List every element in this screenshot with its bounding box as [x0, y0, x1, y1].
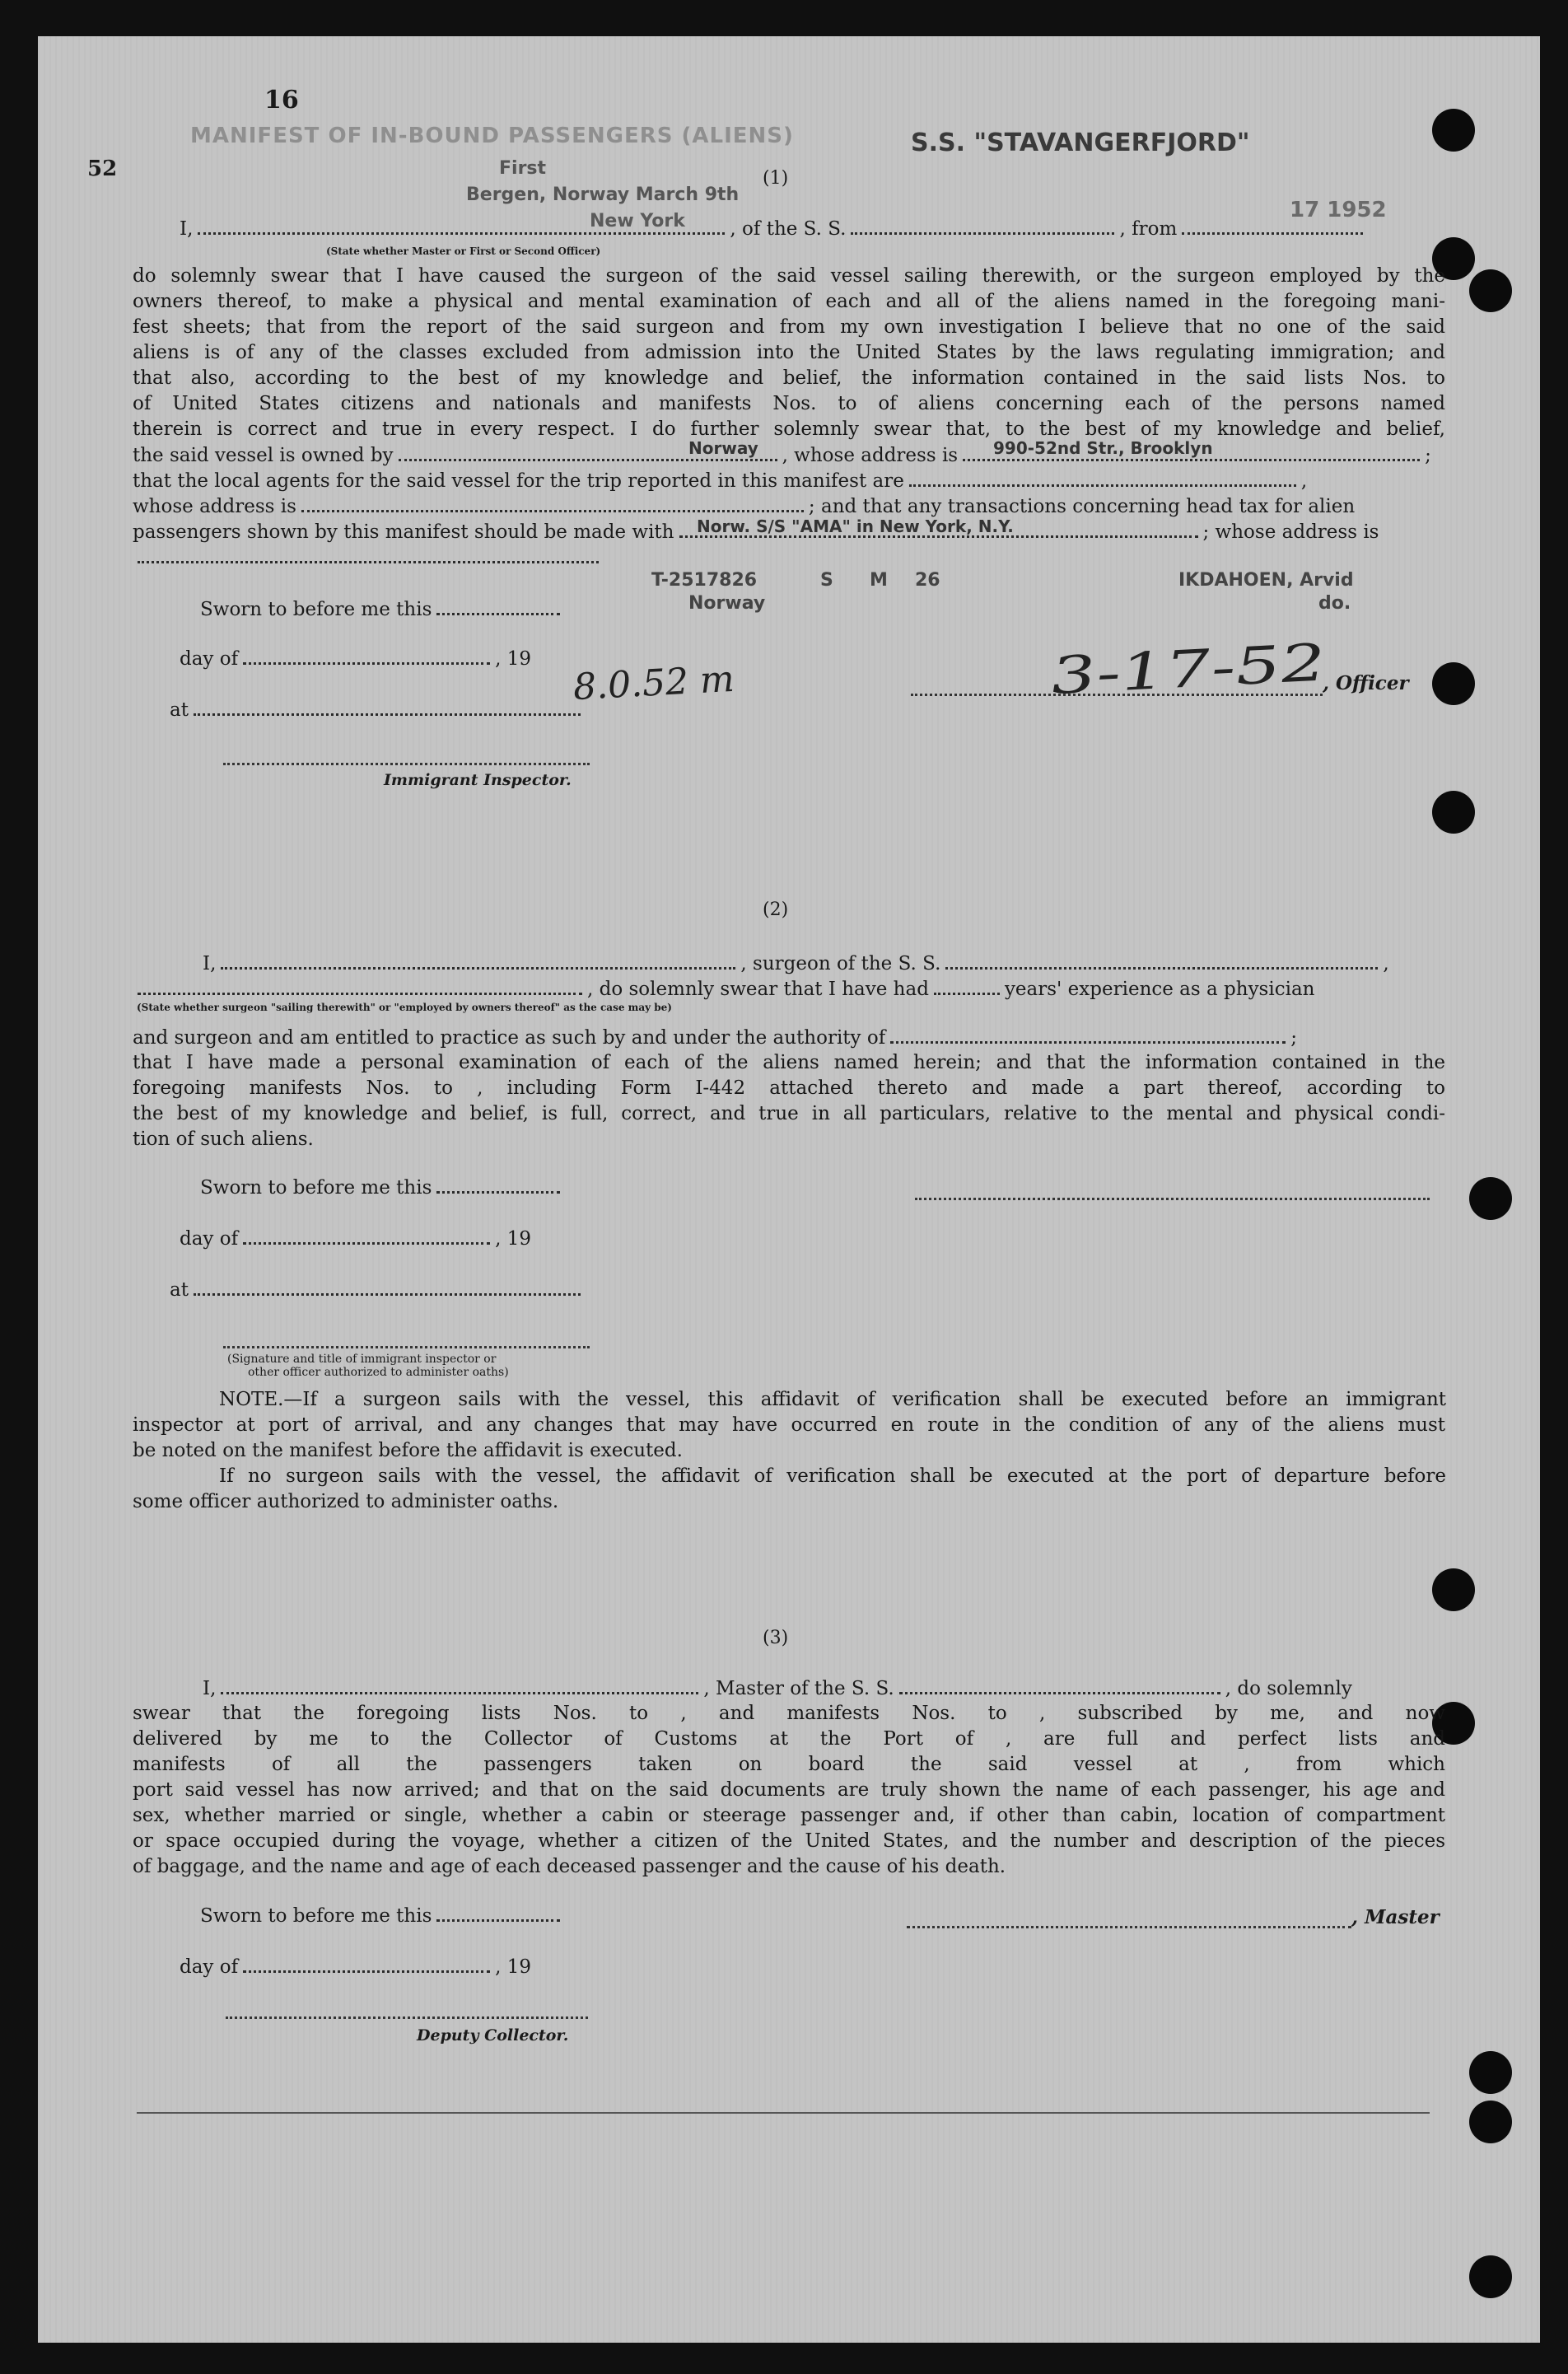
section-3-paragraph-line: or space occupied during the voyage, whether a citizen of the United States, and the number and description of the pieces — [133, 1830, 1445, 1852]
agents-field[interactable] — [909, 468, 1296, 487]
day-of-field[interactable] — [243, 646, 490, 665]
section-1-number: (1) — [763, 168, 789, 189]
section-3-paragraph-line: delivered by me to the Collector of Customs at the Port of , are full and perfect lists and — [133, 1728, 1445, 1750]
section-3-paragraph-line: sex, whether married or single, whether a cabin or steerage passenger and, if other than cabin, location of compartment — [133, 1805, 1445, 1826]
from-label: , from — [1119, 218, 1178, 240]
sworn-date-field[interactable] — [436, 1903, 560, 1922]
deputy-signature-line[interactable] — [226, 2016, 588, 2019]
i-label: I, — [180, 218, 194, 240]
section-1-paragraph-line: fest sheets; that from the report of the said surgeon and from my own investigation I believe that no one of the said — [133, 316, 1445, 338]
section-3-paragraph-line: manifests of all the passengers taken on board the said vessel at , from which — [133, 1754, 1445, 1775]
punch-hole — [1469, 2101, 1512, 2143]
surgeon-note: (State whether surgeon "sailing therewith" or "employed by owners thereof" as the case may be) — [137, 1002, 672, 1013]
section-2-day-of: day of , 19 — [180, 1226, 531, 1252]
master-note: (State whether Master or First or Second Officer) — [326, 245, 601, 257]
surgeon-name-field[interactable] — [221, 951, 735, 970]
owner-address-value: 990-52nd Str., Brooklyn — [993, 438, 1213, 458]
officer-label: , Officer — [1323, 672, 1409, 694]
page-corner-number: 16 — [264, 86, 299, 114]
master-signature-line[interactable] — [907, 1926, 1351, 1928]
signature-note-2: other officer authorized to administer oaths) — [248, 1366, 509, 1379]
officer-name-field[interactable] — [198, 216, 725, 235]
note-last-line: be noted on the manifest before the affidavit is executed. — [133, 1440, 683, 1461]
section-2-at: at — [170, 1277, 586, 1303]
sworn-date-field[interactable] — [436, 596, 560, 615]
sworn-date-field[interactable] — [436, 1175, 560, 1194]
vessel-name-field[interactable] — [851, 216, 1114, 235]
section-2-sworn: Sworn to before me this — [200, 1175, 565, 1201]
years-field[interactable] — [934, 976, 1000, 995]
section-3-paragraph-line: port said vessel has now arrived; and that on the said documents are truly shown the name of each passenger, his age and — [133, 1779, 1445, 1801]
ss-label: , of the S. S. — [730, 218, 847, 240]
note-line: inspector at port of arrival, and any changes that may have occurred en route in the condition of any of the aliens must — [133, 1414, 1445, 1436]
transactions-value: Norw. S/S "AMA" in New York, N.Y. — [697, 516, 1014, 536]
surgeon-signature-line[interactable] — [915, 1198, 1430, 1200]
section-2-paragraph-line: that I have made a personal examination of each of the aliens named herein; and that the information contained in the — [133, 1052, 1445, 1073]
passenger-status: S — [820, 570, 833, 591]
blank-line — [133, 544, 604, 571]
section-2-last-line: tion of such aliens. — [133, 1129, 314, 1150]
punch-hole — [1432, 109, 1475, 152]
agents-line: that the local agents for the said vessel for the trip reported in this manifest are , — [133, 468, 1307, 494]
owner-line: the said vessel is owned by , whose address is ; — [133, 442, 1431, 469]
note-2-line: If no surgeon sails with the vessel, the affidavit of verification shall be executed at the port of departure before — [219, 1465, 1446, 1487]
agents-address-field[interactable] — [301, 493, 804, 512]
master-label: , Master — [1351, 1906, 1440, 1928]
manifest-page — [38, 36, 1540, 2343]
day-of-field[interactable] — [243, 1226, 490, 1245]
master-vessel-field[interactable] — [899, 1675, 1220, 1694]
at-field[interactable] — [194, 1277, 581, 1296]
section-1-paragraph-line: of United States citizens and nationals and manifests Nos. to of aliens concerning each of the persons named — [133, 393, 1445, 414]
surgeon-status-field[interactable] — [138, 976, 582, 995]
signature-note-1: (Signature and title of immigrant inspector or — [227, 1353, 497, 1366]
section-3-paragraph-line: swear that the foregoing lists Nos. to , and manifests Nos. to , subscribed by me, and now — [133, 1703, 1445, 1724]
faded-manifest-title: MANIFEST OF IN-BOUND PASSENGERS (ALIENS) — [190, 124, 794, 148]
section-3-line-1: I, , Master of the S. S. , do solemnly — [203, 1675, 1352, 1702]
owner-value: Norway — [688, 438, 758, 458]
section-1-day-of: day of , 19 — [180, 646, 531, 672]
from-port-field[interactable] — [1182, 216, 1363, 235]
note-2-last-line: some officer authorized to administer oaths. — [133, 1491, 559, 1512]
margin-number: 52 — [87, 157, 118, 181]
passengers-line: passengers shown by this manifest should be made with ; whose address is — [133, 519, 1379, 545]
section-1-paragraph-line: that also, according to the best of my knowledge and belief, the information contained in the said lists Nos. to — [133, 367, 1445, 389]
authority-field[interactable] — [890, 1025, 1286, 1044]
practice-line: and surgeon and am entitled to practice as such by and under the authority of ; — [133, 1025, 1297, 1051]
passenger-name: IKDAHOEN, Arvid — [1178, 570, 1354, 591]
section-2-number: (2) — [763, 900, 789, 920]
punch-hole — [1432, 1568, 1475, 1611]
deputy-collector-label: Deputy Collector. — [417, 2026, 569, 2045]
class-stamp: First — [499, 158, 547, 179]
section-1-paragraph-line: owners thereof, to make a physical and mental examination of each and all of the aliens named in the foregoing mani- — [133, 291, 1445, 312]
date-stamp: 17 1952 — [1290, 198, 1387, 222]
bottom-rule — [137, 2112, 1430, 2114]
passenger-age: 26 — [915, 570, 940, 591]
punch-hole — [1469, 2051, 1512, 2094]
section-2-paragraph-line: foregoing manifests Nos. to , including Form I-442 attached thereto and made a part thereof, according to — [133, 1077, 1445, 1099]
immigrant-inspector-label: Immigrant Inspector. — [384, 771, 572, 789]
section-2-paragraph-line: the best of my knowledge and belief, is full, correct, and true in all particulars, relative to the mental and physical condi- — [133, 1103, 1445, 1124]
passenger-nation: Norway — [688, 593, 766, 614]
passenger-sex: M — [870, 570, 888, 591]
section-1-at: at — [170, 697, 586, 723]
extra-address-field[interactable] — [138, 544, 599, 563]
punch-hole — [1469, 2255, 1512, 2298]
section-3-number: (3) — [763, 1628, 789, 1648]
punch-hole — [1432, 662, 1475, 705]
handwritten-initials: 8.0.52 m — [572, 657, 735, 709]
passenger-ditto: do. — [1318, 593, 1351, 614]
section-2-line-2: , do solemnly swear that I have had years' experience as a physician — [133, 976, 1314, 1002]
section-1-paragraph-line: therein is correct and true in every respect. I do further solemnly swear that, to the best of my knowledge and belief, — [133, 418, 1445, 440]
inspector-signature-line[interactable] — [223, 1346, 590, 1348]
section-3-day-of: day of , 19 — [180, 1954, 531, 1980]
section-3-last-line: of baggage, and the name and age of each deceased passenger and the cause of his death. — [133, 1856, 1006, 1877]
section-1-paragraph-line: do solemnly swear that I have caused the surgeon of the said vessel sailing therewith, or the surgeon employed by the — [133, 265, 1445, 287]
agents-address-line: whose address is ; and that any transactions concerning head tax for alien — [133, 493, 1355, 520]
master-name-field[interactable] — [221, 1675, 698, 1694]
handwritten-signature-date: 3-17-52 — [1048, 632, 1329, 706]
section-1-line-1 — [180, 216, 1368, 242]
section-1-paragraph-line: aliens is of any of the classes excluded from admission into the United States by the laws regulating immigration; and — [133, 342, 1445, 363]
surgeon-vessel-field[interactable] — [945, 951, 1378, 970]
section-2-line-1: I, , surgeon of the S. S. , — [203, 951, 1389, 977]
arrival-stamp: New York — [590, 211, 685, 231]
section-1-sworn: Sworn to before me this — [200, 596, 565, 623]
note-line: NOTE.—If a surgeon sails with the vessel, this affidavit of verification shall be executed before an immigrant — [219, 1389, 1446, 1410]
at-field[interactable] — [194, 697, 581, 716]
inspector-signature-line[interactable] — [223, 763, 590, 765]
punch-hole — [1469, 1177, 1512, 1220]
day-of-field[interactable] — [243, 1954, 490, 1973]
section-3-sworn: Sworn to before me this — [200, 1903, 565, 1929]
punch-hole — [1469, 269, 1512, 312]
departure-stamp: Bergen, Norway March 9th — [466, 185, 740, 205]
passenger-document: T-2517826 — [651, 570, 758, 591]
vessel-name-stamp: S.S. "STAVANGERFJORD" — [911, 129, 1250, 157]
punch-hole — [1432, 791, 1475, 834]
